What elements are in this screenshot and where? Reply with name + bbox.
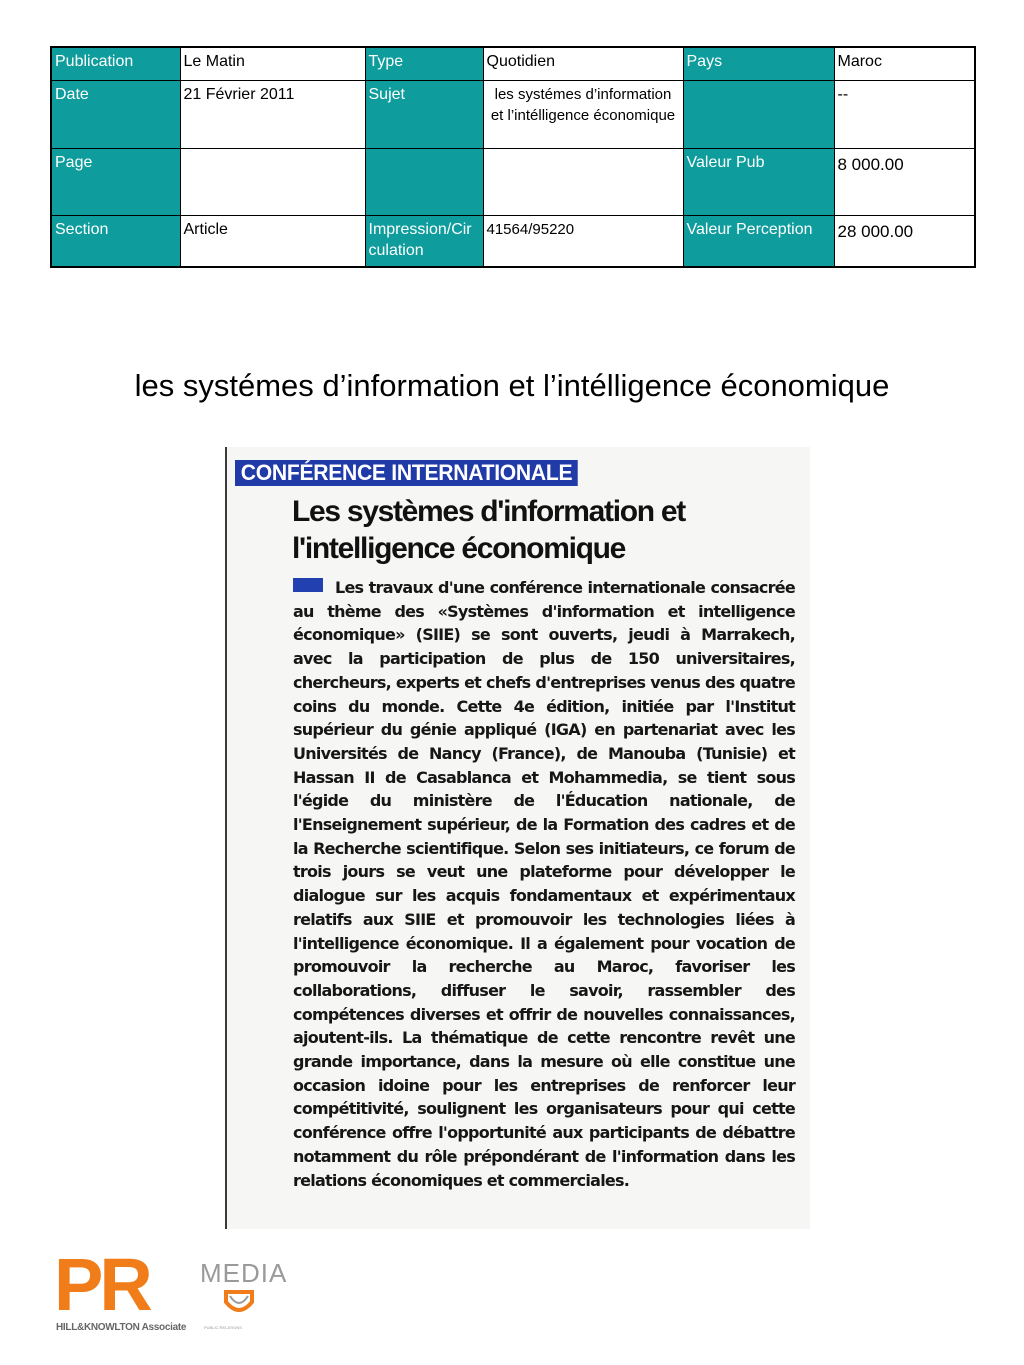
section-value: Article xyxy=(180,215,365,267)
publication-value: Le Matin xyxy=(180,47,365,80)
perception-value: 28 000.00 xyxy=(834,215,975,267)
logo-mark: PR xyxy=(54,1252,149,1326)
date-value: 21 Février 2011 xyxy=(180,80,365,148)
type-label: Type xyxy=(365,47,483,80)
metadata-table xyxy=(50,46,976,268)
pr-media-logo xyxy=(54,1252,304,1336)
press-clipping xyxy=(225,447,810,1229)
type-value: Quotidien xyxy=(483,47,683,80)
circulation-label: Impression/Circulation xyxy=(365,215,483,267)
empty-value-cell-2 xyxy=(483,148,683,215)
clipping-headline: Les systèmes d'information et l'intelligence économique xyxy=(292,495,685,565)
clipping-body-text: Les travaux d'une conférence internationale consacrée au thème des «Systèmes d'information et intelligence économique» (SIIE) se sont ouverts, jeudi à Marrakech, avec la participation de plus de 150 universitaires, chercheurs, experts et chefs d'entreprises venus des quatre coins du monde. Cette 4e édition, initiée par l'Institut supérieur du génie appliqué (IGA) en partenariat avec les Universités de Nancy (France), de Manouba (Tunisie) et Hassan II de Casablanca et Mohammedia, se tient sous l'égide du ministère de l'Éducation nationale, de l'Enseignement supérieur, de la Formation des cadres et de la Recherche scientifique. Selon ses initiateurs, ce forum de trois jours se veut une plateforme pour développer le dialogue sur les acquis fondamentaux et expérimentaux relatifs aux SIIE et promouvoir les technologies liées à l'intelligence économique. Il a également pour vocation de promouvoir la recherche au Maroc, favoriser les collaborations, diffuser le savoir, rassembler des compétences diverses et offrir de nouvelles connaissances, ajoutent-ils. La thématique de cette rencontre revêt une grande importance, dans la mesure où elle constitue une occasion idoine pour les entreprises de renforcer leur compétitivité, soulignent les organisateurs pour qui cette conférence offre l'opportunité aux participants de débattre notamment du rôle prépondérant de l'information dans les relations économiques et commerciales. xyxy=(293,578,795,1190)
section-label: Section xyxy=(51,215,180,267)
subject-value: les systémes d’information et l’intélligence économique xyxy=(483,80,683,148)
publication-label: Publication xyxy=(51,47,180,80)
page-label: Page xyxy=(51,148,180,215)
lead-square-icon xyxy=(293,578,323,592)
logo-shield-icon xyxy=(226,1292,252,1310)
logo-word: MEDIA xyxy=(200,1258,288,1288)
empty-label-cell-2 xyxy=(365,148,483,215)
pub-value: 8 000.00 xyxy=(834,148,975,215)
clipping-kicker: CONFÉRENCE INTERNATIONALE xyxy=(235,460,578,486)
date-label: Date xyxy=(51,80,180,148)
document-title: les systémes d’information et l’intélligence économique xyxy=(134,368,890,403)
logo-tagline: HILL&KNOWLTON Associate xyxy=(56,1322,187,1333)
perception-label: Valeur Perception xyxy=(683,215,834,267)
country-label: Pays xyxy=(683,47,834,80)
clipping-body xyxy=(293,576,795,1192)
empty-value-cell: -- xyxy=(834,80,975,148)
clipping-edge xyxy=(225,447,227,1229)
country-value: Maroc xyxy=(834,47,975,80)
page-value xyxy=(180,148,365,215)
subject-label: Sujet xyxy=(365,80,483,148)
pub-value-label: Valeur Pub xyxy=(683,148,834,215)
empty-label-cell xyxy=(683,80,834,148)
circulation-value: 41564/95220 xyxy=(483,215,683,267)
logo-small-text: PUBLIC RELATIONS xyxy=(204,1325,242,1330)
